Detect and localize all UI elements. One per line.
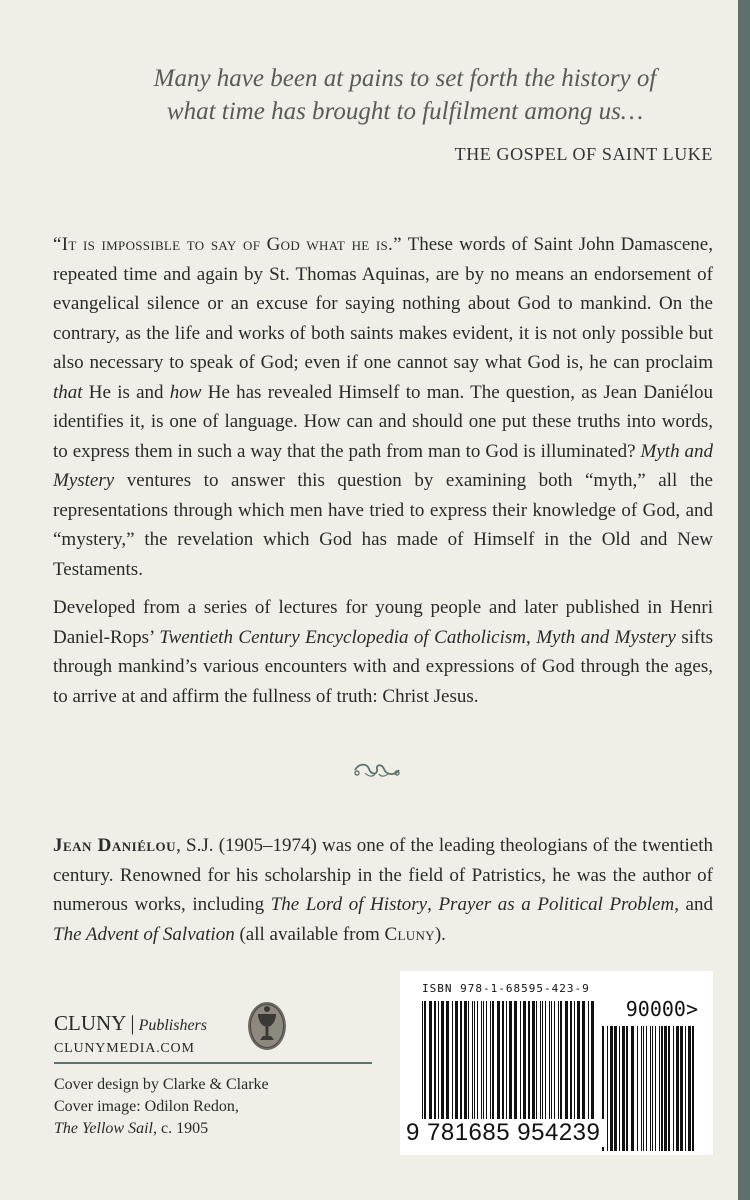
- barcode-bar: [661, 1026, 663, 1151]
- text-run: These words of Saint John Damascene, repeated time and again by St. Thomas Aquinas, are by no means an endorsement of evangelical silence or an excuse for saying nothing about God to mankind. On the contrary, as the life and works of both saints makes evident, it is not only possible but also necessary to speak of God; even if one cannot say what God is, he can proclaim: [53, 234, 713, 373]
- barcode-bar: [692, 1026, 694, 1151]
- barcode-bar: [464, 1001, 467, 1119]
- barcode-bar: [577, 1001, 580, 1119]
- publisher-block: [54, 1010, 207, 1057]
- text-run: ventures to answer this question by examining both “myth,” all the representations through which men have tried to express their knowledge of God, and “mystery,” the revelation which God has made of Himself in the Old and New Testaments.: [53, 470, 713, 580]
- barcode-bar: [528, 1001, 530, 1119]
- barcode-bar: [483, 1001, 484, 1119]
- barcode-bar: [652, 1026, 653, 1151]
- barcode-bar: [631, 1026, 634, 1151]
- text-run: (all available from: [234, 923, 385, 945]
- price-code: 90000>: [625, 997, 698, 1021]
- barcode-bar: [680, 1026, 683, 1151]
- barcode-bar: [626, 1026, 628, 1151]
- barcode-bar: [607, 1026, 608, 1151]
- barcode-bar: [536, 1001, 537, 1119]
- barcode-digits: 9 781685 954239: [400, 1119, 606, 1147]
- text-run: ).: [434, 923, 446, 945]
- barcode-bar: [509, 1001, 512, 1131]
- isbn-text: ISBN 978-1-68595-423-9: [422, 982, 590, 995]
- barcode-bar: [551, 1001, 552, 1119]
- text-run: sifts through mankind’s various encounters with and expressions of God through the ages, to arrive at and affirm the fullness of truth: Christ Jesus.: [53, 626, 714, 707]
- cover-image-credit: Cover image: Odilon Redon,: [54, 1098, 239, 1115]
- cover-credits: [54, 1074, 269, 1140]
- flourish-ornament-icon: [351, 760, 403, 780]
- barcode-bar: [486, 1001, 487, 1119]
- barcode-bar: [520, 1001, 521, 1119]
- barcode-bar: [446, 1001, 449, 1119]
- book-title: The Advent of Salvation: [53, 923, 235, 945]
- barcode-bar: [474, 1001, 475, 1119]
- publisher-mention: Cluny: [384, 923, 435, 945]
- book-title: The Lord of History: [270, 894, 428, 915]
- publisher-name-line: [54, 1010, 207, 1039]
- barcode-bar: [506, 1001, 507, 1131]
- barcode-bar: [685, 1026, 686, 1151]
- barcode-bar: [542, 1001, 543, 1119]
- emphasis: that: [53, 381, 83, 403]
- epigraph-line-1: Many have been at pains to set forth the history of: [153, 65, 657, 92]
- book-title: Myth and Mystery: [536, 626, 676, 648]
- barcode-bar: [614, 1026, 617, 1151]
- book-title: Myth and Mystery: [53, 440, 713, 491]
- cover-image-title-line: [54, 1118, 269, 1140]
- divider-rule: [54, 1062, 372, 1064]
- barcode-bar: [650, 1026, 651, 1151]
- barcode-bar: [422, 1001, 423, 1131]
- cover-design-credit: Cover design by Clarke & Clarke: [54, 1076, 269, 1093]
- barcode-bar: [549, 1001, 550, 1119]
- barcode-bar: [545, 1001, 546, 1119]
- description-paragraph-1: [53, 230, 713, 584]
- barcode-bar: [434, 1001, 436, 1119]
- book-title: Twentieth Century Encyclopedia of Catholicism: [159, 626, 526, 648]
- barcode-bar: [490, 1001, 491, 1119]
- barcode-bar: [438, 1001, 439, 1119]
- barcode-bar: [646, 1026, 647, 1151]
- barcode-bar: [497, 1001, 500, 1119]
- author-name: Jean Daniélou: [53, 835, 177, 856]
- painting-title: The Yellow Sail: [54, 1120, 153, 1137]
- barcode-bar: [673, 1026, 674, 1151]
- barcode-bar: [460, 1001, 462, 1119]
- epigraph-quote: [100, 62, 710, 128]
- separator: |: [130, 1011, 135, 1035]
- barcode-bar: [477, 1001, 478, 1119]
- barcode-bar: [560, 1001, 562, 1119]
- text-run: He is and: [82, 381, 170, 403]
- book-title: Prayer as a Political Problem: [438, 894, 675, 915]
- barcode-bar: [492, 1001, 494, 1119]
- barcode-bar: [659, 1026, 660, 1151]
- epigraph-source: THE GOSPEL OF SAINT LUKE: [454, 144, 713, 164]
- barcode-bar: [610, 1026, 613, 1151]
- barcode-bar: [622, 1026, 625, 1151]
- barcode-bar: [532, 1001, 535, 1119]
- barcode-bar: [643, 1026, 644, 1151]
- barcode-bar: [588, 1001, 589, 1131]
- spine-strip: [738, 0, 750, 1200]
- lead-quote: “It is impossible to say of God what he is.”: [53, 234, 402, 255]
- barcode-bar: [468, 1001, 469, 1119]
- publisher-url: CLUNYMEDIA.COM: [54, 1041, 195, 1056]
- barcode-bar: [641, 1026, 642, 1151]
- barcode-bar: [664, 1026, 667, 1151]
- barcode-bar: [558, 1001, 559, 1119]
- text-run: ,: [526, 626, 537, 648]
- barcode-bar: [452, 1001, 453, 1119]
- painting-date: , c. 1905: [152, 1120, 209, 1137]
- barcode-bar: [455, 1001, 458, 1119]
- barcode-bar: [688, 1026, 691, 1151]
- barcode-bar: [481, 1001, 482, 1119]
- text-run: Developed from a series of lectures for young people and later published in Henri Daniel-Rops’: [53, 597, 713, 648]
- text-run: , and: [674, 894, 713, 915]
- publisher-label: Publishers: [138, 1017, 208, 1034]
- barcode-bar: [472, 1001, 473, 1119]
- barcode-bar: [574, 1001, 575, 1119]
- text-run: He has revealed Himself to man. The question, as Jean Daniélou identifies it, is one of language. How can and should one put these truths into words, to express them in such a way that the path from man to God is illuminated?: [53, 381, 713, 462]
- publisher-name: CLUNY: [54, 1011, 127, 1035]
- epigraph-line-2: what time has brought to fulfilment among us…: [166, 98, 644, 125]
- text-run: , S.J. (1905–1974) was one of the leading theologians of the twentieth century. Renowned for his scholarship in the field of Patristics, he was the author of numerous works, including: [53, 835, 713, 915]
- description-paragraph-2: [53, 593, 713, 711]
- barcode-bar: [619, 1026, 620, 1151]
- barcode-label: [400, 971, 713, 1155]
- barcode-bar: [429, 1001, 432, 1119]
- barcode-bar: [591, 1001, 594, 1131]
- emphasis: how: [169, 381, 202, 403]
- barcode-bar: [637, 1026, 638, 1151]
- barcode-bar: [441, 1001, 444, 1119]
- barcode-bar: [540, 1001, 541, 1119]
- barcode-bar: [565, 1001, 568, 1119]
- barcode-bar: [424, 1001, 426, 1131]
- barcode-bar: [502, 1001, 504, 1119]
- publisher-seal-icon: [246, 1000, 288, 1052]
- barcode-bar: [554, 1001, 555, 1119]
- barcode-bar: [676, 1026, 679, 1151]
- barcode-bar: [514, 1001, 517, 1119]
- barcode-bar: [523, 1001, 526, 1119]
- author-bio: [53, 831, 713, 949]
- barcode-bar: [668, 1026, 670, 1151]
- text-run: ,: [427, 894, 439, 915]
- barcode-bar: [570, 1001, 572, 1119]
- barcode-bar: [582, 1001, 585, 1119]
- barcode-bar: [655, 1026, 656, 1151]
